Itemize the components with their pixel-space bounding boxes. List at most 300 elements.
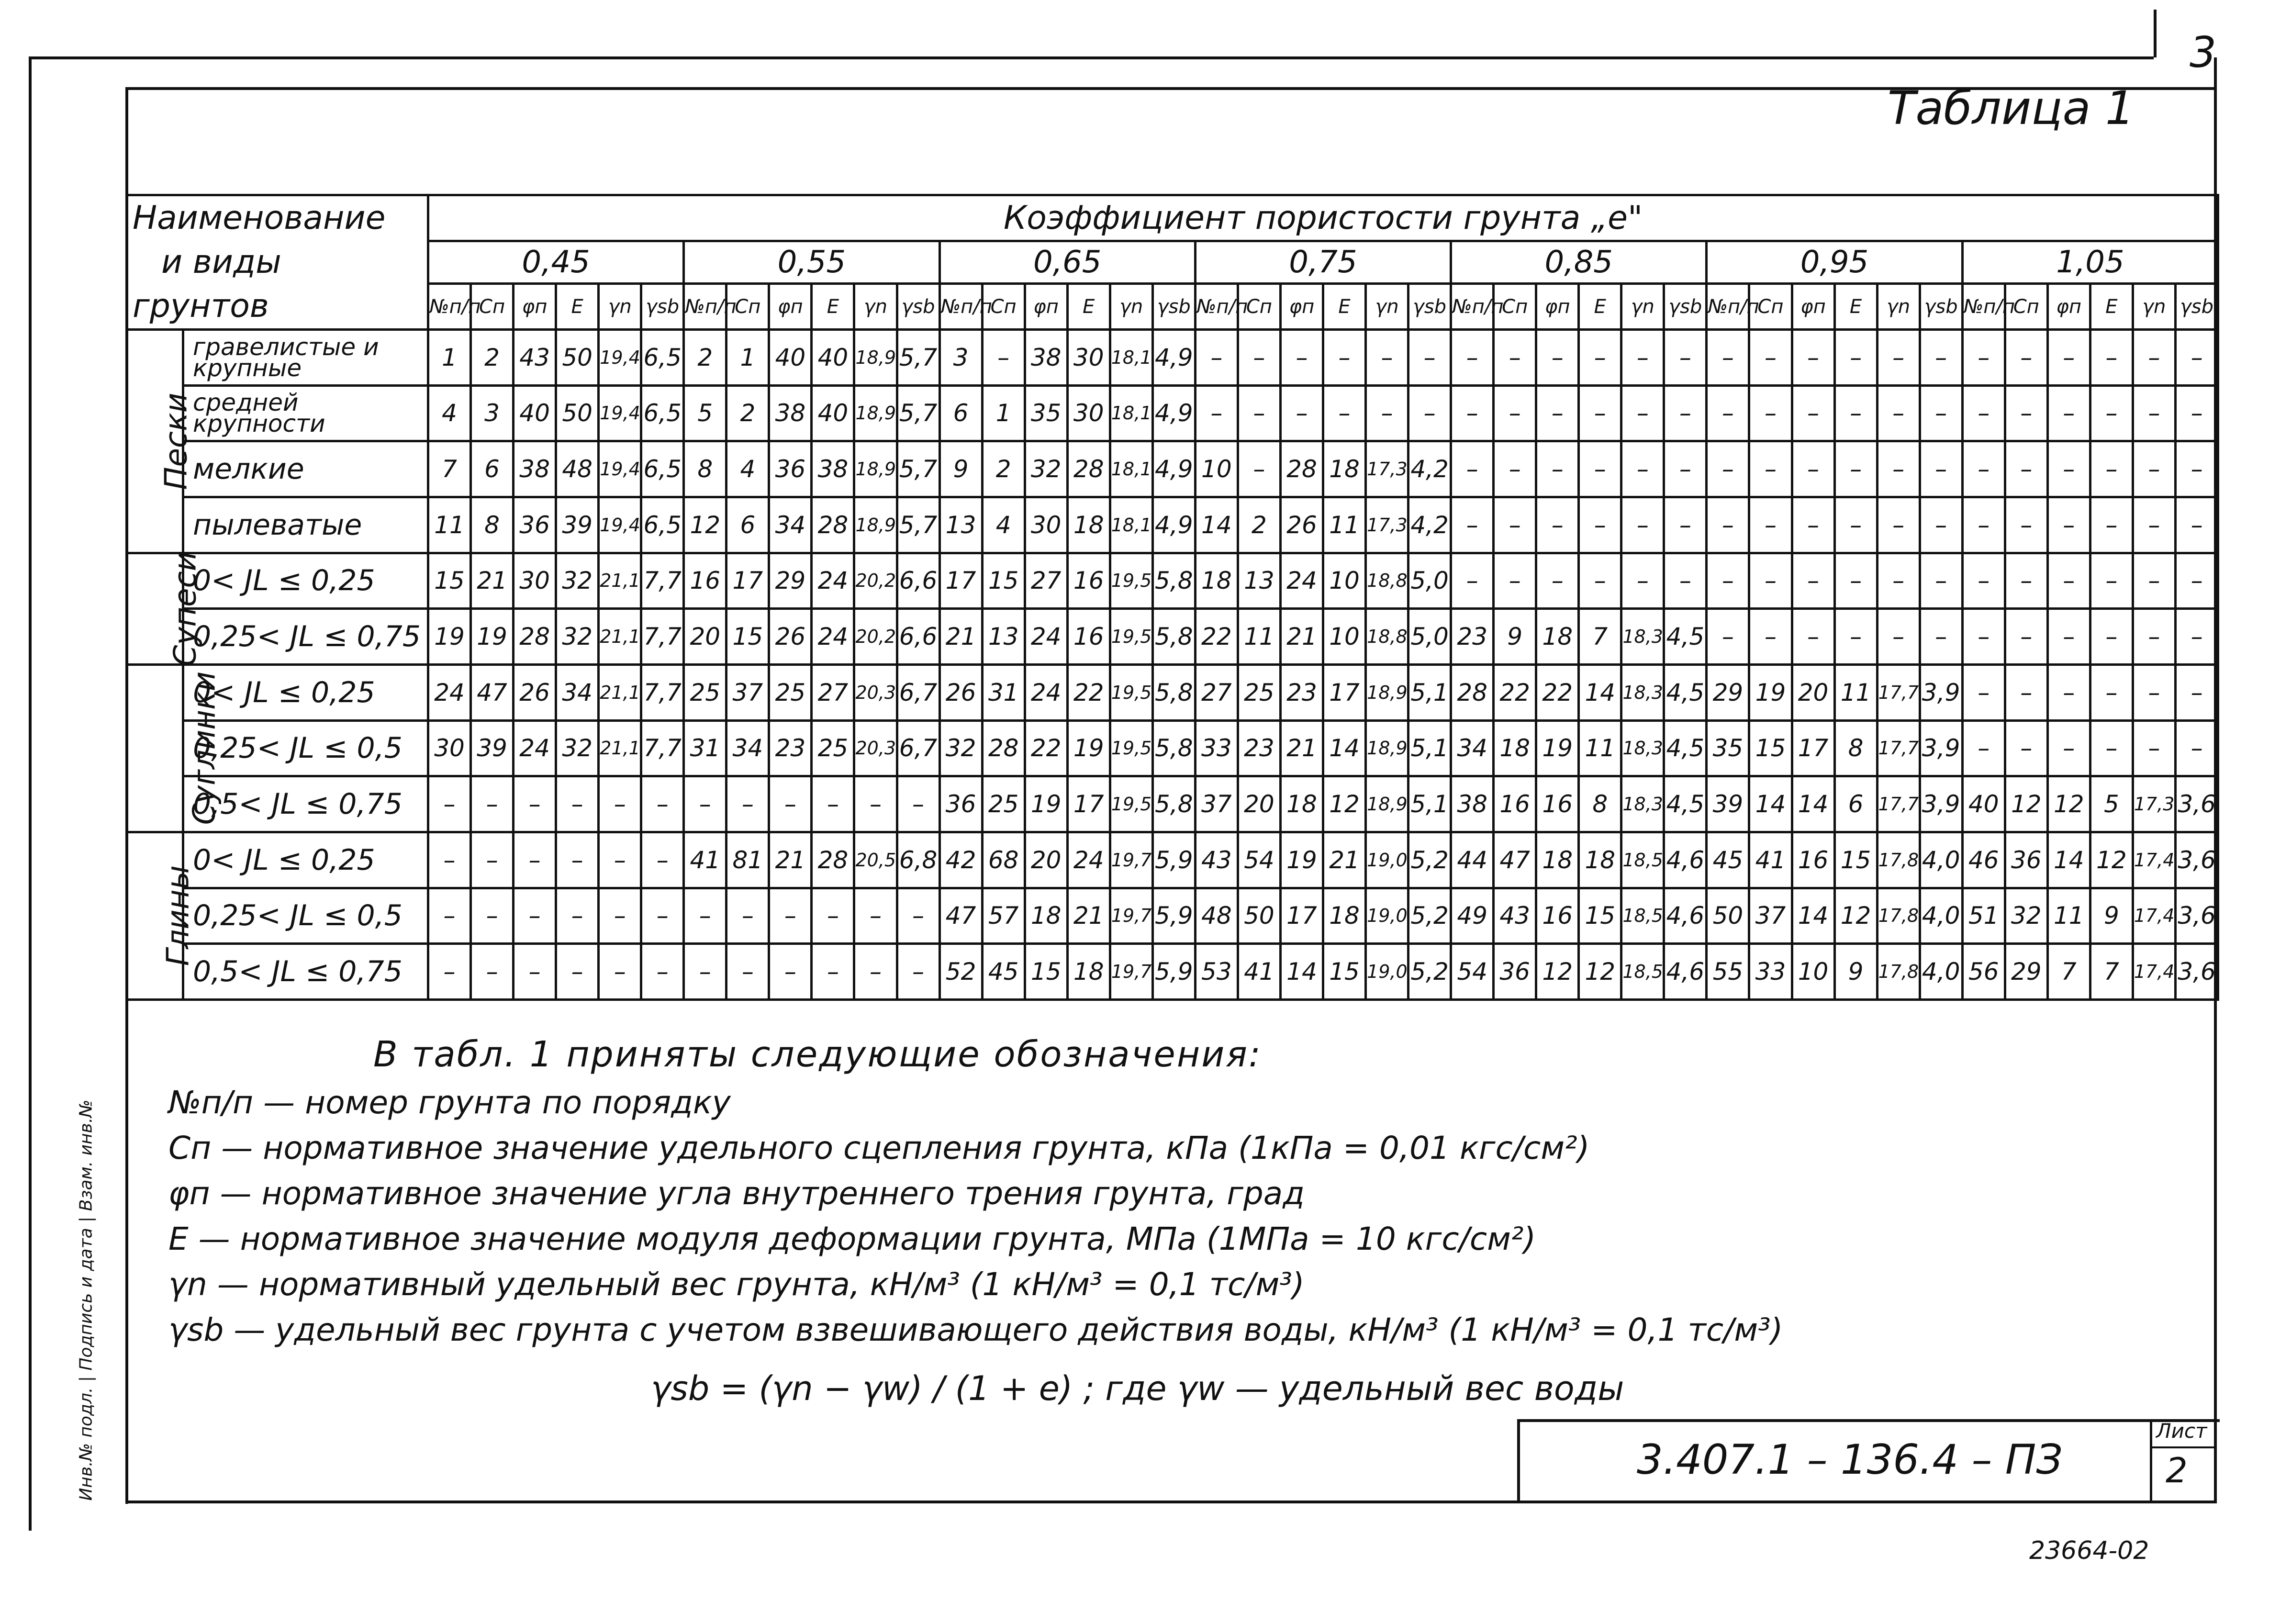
data-cell: 45 (982, 944, 1025, 1000)
data-cell: 26 (939, 664, 982, 720)
data-cell: 21 (1067, 888, 1110, 944)
legend-line-cohesion: Сп — нормативное значение удельного сцепления грунта, кПа (1кПа = 0,01 кгс/см²) (168, 1130, 1590, 1166)
data-cell: 7 (2047, 944, 2090, 1000)
data-cell: – (556, 944, 599, 1000)
data-cell: 12 (1536, 944, 1579, 1000)
data-cell: – (727, 888, 769, 944)
data-cell: – (1749, 441, 1792, 497)
data-cell: 19 (1536, 720, 1579, 776)
data-cell: 3,9 (1920, 720, 1962, 776)
data-cell: 18,1 (1110, 385, 1152, 441)
data-cell: 8 (684, 441, 727, 497)
data-cell: 18,5 (1621, 944, 1664, 1000)
data-cell: 19,4 (599, 330, 641, 386)
data-cell: 16 (1067, 609, 1110, 665)
data-cell: 25 (684, 664, 727, 720)
data-cell: 18,9 (854, 497, 897, 553)
data-cell: – (2090, 330, 2133, 386)
data-cell: 28 (982, 720, 1025, 776)
data-cell: – (599, 832, 641, 888)
data-cell: 32 (939, 720, 982, 776)
data-cell: 12 (684, 497, 727, 553)
data-cell: – (641, 776, 684, 832)
header-row-coef (127, 195, 2218, 241)
soil-subtype: средней крупности (183, 385, 428, 441)
group-name: Глины (160, 865, 196, 966)
e-value-header: 1,05 (1962, 241, 2218, 284)
data-cell: – (428, 944, 471, 1000)
data-cell: 4,9 (1152, 385, 1195, 441)
data-cell: – (812, 776, 854, 832)
data-cell: 18 (1494, 720, 1536, 776)
data-cell: – (1621, 441, 1664, 497)
table-caption: Таблица 1 (1887, 81, 2135, 135)
data-cell: – (1962, 330, 2005, 386)
data-cell: 12 (2005, 776, 2047, 832)
data-cell: 18,3 (1621, 776, 1664, 832)
data-cell: 37 (1749, 888, 1792, 944)
param-header: φп (1280, 284, 1323, 330)
data-cell: – (2175, 553, 2218, 609)
data-cell: 18,8 (1366, 609, 1408, 665)
data-cell: 17,4 (2133, 888, 2175, 944)
data-cell: – (1707, 497, 1749, 553)
legend-line-submerged-weight: γsb — удельный вес грунта с учетом взвешивающего действия воды, кН/м³ (1 кН/м³ = 0,1 тс/м³) (168, 1311, 1783, 1348)
data-cell: – (1962, 385, 2005, 441)
param-header: φп (514, 284, 556, 330)
data-cell: 4,0 (1920, 888, 1962, 944)
data-cell: – (2175, 497, 2218, 553)
data-cell: 25 (1238, 664, 1280, 720)
param-header: γn (1110, 284, 1152, 330)
soil-subtype: 0,25< JL ≤ 0,5 (183, 720, 428, 776)
data-cell: 18 (1067, 497, 1110, 553)
data-cell: 17,3 (1366, 497, 1408, 553)
data-cell: 48 (1195, 888, 1238, 944)
param-header: №п/п (684, 284, 727, 330)
data-cell: 20,3 (854, 664, 897, 720)
param-header: №п/п (1451, 284, 1494, 330)
data-cell: 8 (471, 497, 514, 553)
data-cell: 41 (1238, 944, 1280, 1000)
data-cell: – (514, 776, 556, 832)
data-cell: 19,5 (1110, 609, 1152, 665)
data-cell: 26 (514, 664, 556, 720)
data-cell: 3,6 (2175, 888, 2218, 944)
data-cell: 11 (1238, 609, 1280, 665)
e-value-header: 0,45 (428, 241, 684, 284)
data-cell: 36 (514, 497, 556, 553)
data-cell: 19,7 (1110, 888, 1152, 944)
data-cell: 36 (1494, 944, 1536, 1000)
param-header: γsb (1664, 284, 1707, 330)
data-cell: – (1494, 330, 1536, 386)
data-cell: 31 (982, 664, 1025, 720)
data-cell: – (1834, 441, 1877, 497)
data-cell: – (2175, 609, 2218, 665)
table-row (127, 664, 2218, 720)
data-cell: – (854, 944, 897, 1000)
data-cell: 3,6 (2175, 944, 2218, 1000)
data-cell: 50 (1238, 888, 1280, 944)
data-cell: 5,7 (897, 330, 939, 386)
data-cell: 42 (939, 832, 982, 888)
data-cell: 1 (428, 330, 471, 386)
data-cell: 28 (812, 832, 854, 888)
data-cell: 19 (1067, 720, 1110, 776)
data-cell: – (1920, 385, 1962, 441)
data-cell: 21,1 (599, 664, 641, 720)
data-cell: – (428, 888, 471, 944)
param-header: №п/п (1707, 284, 1749, 330)
data-cell: 4,6 (1664, 832, 1707, 888)
data-cell: – (854, 776, 897, 832)
data-cell: – (1323, 330, 1365, 386)
data-cell: 10 (1195, 441, 1238, 497)
param-header: γsb (1920, 284, 1962, 330)
data-cell: 20,2 (854, 609, 897, 665)
data-cell: 47 (471, 664, 514, 720)
data-cell: 10 (1792, 944, 1834, 1000)
data-cell: 6,5 (641, 330, 684, 386)
data-cell: 15 (727, 609, 769, 665)
data-cell: 28 (1067, 441, 1110, 497)
data-cell: – (1834, 497, 1877, 553)
data-cell: – (1494, 385, 1536, 441)
data-cell: 56 (1962, 944, 2005, 1000)
data-cell: 15 (982, 553, 1025, 609)
data-cell: – (1195, 330, 1238, 386)
param-header: Сп (727, 284, 769, 330)
data-cell: – (556, 776, 599, 832)
data-cell: – (1536, 330, 1579, 386)
data-cell: – (1366, 330, 1408, 386)
data-cell: 32 (556, 609, 599, 665)
data-cell: 31 (684, 720, 727, 776)
data-cell: 32 (2005, 888, 2047, 944)
data-cell: 18 (1280, 776, 1323, 832)
e-value-header: 0,65 (939, 241, 1195, 284)
data-cell: 10 (1323, 609, 1365, 665)
data-cell: 5,0 (1408, 553, 1451, 609)
data-cell: – (2047, 664, 2090, 720)
table-row (127, 441, 2218, 497)
soil-subtype: 0,5< JL ≤ 0,75 (183, 776, 428, 832)
data-cell: 8 (1834, 720, 1877, 776)
data-cell: 11 (1323, 497, 1365, 553)
data-cell: 4,2 (1408, 441, 1451, 497)
data-cell: 18,9 (1366, 776, 1408, 832)
group-name: Суглинки (187, 672, 223, 825)
data-cell: – (1749, 497, 1792, 553)
data-cell: – (599, 776, 641, 832)
param-header: Е (812, 284, 854, 330)
list-number: 2 (2166, 1450, 2188, 1490)
data-cell: – (2047, 497, 2090, 553)
data-cell: – (428, 776, 471, 832)
soil-subtype: мелкие (183, 441, 428, 497)
data-cell: – (1536, 385, 1579, 441)
soil-subtype: 0< JL ≤ 0,25 (183, 553, 428, 609)
data-cell: 5,7 (897, 497, 939, 553)
param-header: №п/п (939, 284, 982, 330)
data-cell: 7,7 (641, 664, 684, 720)
data-cell: – (1920, 330, 1962, 386)
data-cell: 6 (939, 385, 982, 441)
data-cell: – (1877, 330, 1920, 386)
data-cell: – (2005, 385, 2047, 441)
soil-properties-table (125, 194, 2219, 1001)
data-cell: – (1238, 330, 1280, 386)
data-cell: – (1877, 609, 1920, 665)
data-cell: 24 (812, 609, 854, 665)
data-cell: 2 (1238, 497, 1280, 553)
data-cell: 40 (812, 385, 854, 441)
data-cell: – (471, 832, 514, 888)
data-cell: 12 (1323, 776, 1365, 832)
data-cell: – (1451, 330, 1494, 386)
data-cell: – (1280, 330, 1323, 386)
data-cell: 4,9 (1152, 330, 1195, 386)
data-cell: 21 (1280, 609, 1323, 665)
data-cell: 22 (1536, 664, 1579, 720)
data-cell: – (1792, 553, 1834, 609)
data-cell: – (2133, 330, 2175, 386)
data-cell: 52 (939, 944, 982, 1000)
data-cell: 9 (1834, 944, 1877, 1000)
data-cell: 18,3 (1621, 720, 1664, 776)
data-cell: 17,8 (1877, 832, 1920, 888)
data-cell: 47 (1494, 832, 1536, 888)
data-cell: 41 (684, 832, 727, 888)
data-cell: – (2133, 553, 2175, 609)
data-cell: 18,9 (854, 385, 897, 441)
data-cell: – (1494, 441, 1536, 497)
data-cell: 37 (1195, 776, 1238, 832)
data-cell: – (1834, 385, 1877, 441)
data-cell: 36 (2005, 832, 2047, 888)
data-cell: 4,5 (1664, 720, 1707, 776)
data-cell: 21,1 (599, 720, 641, 776)
data-cell: – (2175, 385, 2218, 441)
legend-line-modulus: Е — нормативное значение модуля деформации грунта, МПа (1МПа = 10 кгс/см²) (168, 1221, 1536, 1257)
data-cell: 6 (1834, 776, 1877, 832)
data-cell: 7,7 (641, 609, 684, 665)
param-header: φп (769, 284, 812, 330)
group-name: Пески (158, 392, 194, 490)
data-cell: – (1664, 385, 1707, 441)
data-cell: 30 (428, 720, 471, 776)
data-cell: 46 (1962, 832, 2005, 888)
data-cell: 21 (1323, 832, 1365, 888)
data-cell: 2 (982, 441, 1025, 497)
data-cell: – (897, 776, 939, 832)
data-cell: – (684, 776, 727, 832)
data-cell: – (1877, 497, 1920, 553)
data-cell: 17,4 (2133, 944, 2175, 1000)
data-cell: 19,4 (599, 441, 641, 497)
data-cell: 19 (471, 609, 514, 665)
data-cell: – (599, 888, 641, 944)
data-cell: 17 (1792, 720, 1834, 776)
data-cell: 16 (1067, 553, 1110, 609)
data-cell: – (2133, 497, 2175, 553)
legend-line-unit-weight: γn — нормативный удельный вес грунта, кН/м³ (1 кН/м³ = 0,1 тс/м³) (168, 1266, 1305, 1303)
data-cell: 13 (982, 609, 1025, 665)
data-cell: 44 (1451, 832, 1494, 888)
data-cell: 21 (1280, 720, 1323, 776)
data-cell: 27 (1195, 664, 1238, 720)
param-header: γsb (1152, 284, 1195, 330)
data-cell: 18,1 (1110, 497, 1152, 553)
data-cell: 5,1 (1408, 664, 1451, 720)
data-cell: 16 (684, 553, 727, 609)
data-cell: 5,8 (1152, 553, 1195, 609)
data-cell: – (1962, 497, 2005, 553)
data-cell: – (2133, 441, 2175, 497)
data-cell: – (1792, 441, 1834, 497)
data-cell: 17 (939, 553, 982, 609)
data-cell: – (1792, 330, 1834, 386)
data-cell: 6,6 (897, 553, 939, 609)
data-cell: 54 (1238, 832, 1280, 888)
data-cell: – (2175, 720, 2218, 776)
data-cell: 4,0 (1920, 944, 1962, 1000)
table-row (127, 944, 2218, 1000)
data-cell: 11 (428, 497, 471, 553)
data-cell: – (1366, 385, 1408, 441)
param-header: γsb (1408, 284, 1451, 330)
data-cell: – (2047, 553, 2090, 609)
side-stamp (72, 1055, 105, 1505)
data-cell: 4 (982, 497, 1025, 553)
soil-subtype: гравелистые и крупные (183, 330, 428, 386)
data-cell: 26 (1280, 497, 1323, 553)
param-header: Е (556, 284, 599, 330)
data-cell: 8 (1579, 776, 1621, 832)
data-cell: 21 (471, 553, 514, 609)
data-cell: – (2047, 609, 2090, 665)
data-cell: 33 (1749, 944, 1792, 1000)
data-cell: 18 (1536, 832, 1579, 888)
data-cell: 35 (1707, 720, 1749, 776)
sheet-number: 3 (2190, 28, 2216, 77)
data-cell: 30 (1067, 385, 1110, 441)
legend-title: В табл. 1 приняты следующие обозначения: (373, 1034, 1262, 1075)
data-cell: – (641, 944, 684, 1000)
data-cell: – (1579, 553, 1621, 609)
data-cell: – (471, 944, 514, 1000)
legend-line-friction: φп — нормативное значение угла внутреннего трения грунта, град (168, 1175, 1305, 1212)
data-cell: 15 (1579, 888, 1621, 944)
archive-number: 23664-02 (2029, 1536, 2149, 1565)
data-cell: 24 (1025, 664, 1067, 720)
data-cell: 19,0 (1366, 888, 1408, 944)
table-row (127, 385, 2218, 441)
data-cell: 19,4 (599, 497, 641, 553)
data-cell: – (1834, 609, 1877, 665)
data-cell: – (812, 944, 854, 1000)
data-cell: 19 (1280, 832, 1323, 888)
param-header: Сп (1494, 284, 1536, 330)
data-cell: 14 (1792, 888, 1834, 944)
data-cell: 18,1 (1110, 441, 1152, 497)
data-cell: 33 (1195, 720, 1238, 776)
group-label (127, 551, 203, 667)
data-cell: 24 (1280, 553, 1323, 609)
param-header: φп (1025, 284, 1067, 330)
data-cell: – (1920, 441, 1962, 497)
data-cell: – (1962, 441, 2005, 497)
data-cell: – (1792, 385, 1834, 441)
data-cell: 17,8 (1877, 944, 1920, 1000)
data-cell: 19,0 (1366, 832, 1408, 888)
data-cell: – (1664, 330, 1707, 386)
data-cell: 4 (428, 385, 471, 441)
data-cell: 23 (1451, 609, 1494, 665)
data-cell: 30 (514, 553, 556, 609)
data-cell: – (471, 776, 514, 832)
param-header: φп (2047, 284, 2090, 330)
data-cell: 16 (1536, 888, 1579, 944)
data-cell: 28 (514, 609, 556, 665)
data-cell: – (1920, 609, 1962, 665)
data-cell: 24 (1067, 832, 1110, 888)
table-row (127, 553, 2218, 609)
data-cell: – (2047, 385, 2090, 441)
name-header-line: Наименование (133, 199, 386, 237)
param-header: Сп (1749, 284, 1792, 330)
data-cell: 17 (1280, 888, 1323, 944)
data-cell: – (1834, 330, 1877, 386)
data-cell: – (641, 888, 684, 944)
data-cell: – (684, 888, 727, 944)
table-row (127, 776, 2218, 832)
data-cell: 17,4 (2133, 832, 2175, 888)
data-cell: – (1536, 441, 1579, 497)
data-cell: – (1451, 553, 1494, 609)
data-cell: – (1451, 497, 1494, 553)
data-cell: – (1579, 441, 1621, 497)
data-cell: – (1494, 497, 1536, 553)
soil-subtype: 0< JL ≤ 0,25 (183, 832, 428, 888)
data-cell: – (2090, 553, 2133, 609)
data-cell: 5,9 (1152, 888, 1195, 944)
data-cell: 1 (982, 385, 1025, 441)
data-cell: 21,1 (599, 553, 641, 609)
data-cell: 43 (1494, 888, 1536, 944)
data-cell: – (1408, 385, 1451, 441)
data-cell: 18,8 (1366, 553, 1408, 609)
data-cell: 18 (1579, 832, 1621, 888)
data-cell: 16 (1536, 776, 1579, 832)
data-cell: 11 (2047, 888, 2090, 944)
param-header: Сп (982, 284, 1025, 330)
outer-frame-left (29, 56, 32, 1531)
data-cell: 40 (514, 385, 556, 441)
data-cell: 15 (1749, 720, 1792, 776)
data-cell: 54 (1451, 944, 1494, 1000)
data-cell: 24 (812, 553, 854, 609)
data-cell: 16 (1494, 776, 1536, 832)
data-cell: 19,5 (1110, 776, 1152, 832)
data-cell: 18 (1323, 441, 1365, 497)
data-cell: – (1621, 553, 1664, 609)
data-cell: – (1962, 609, 2005, 665)
data-cell: 22 (1025, 720, 1067, 776)
data-cell: 32 (1025, 441, 1067, 497)
data-cell: 35 (1025, 385, 1067, 441)
